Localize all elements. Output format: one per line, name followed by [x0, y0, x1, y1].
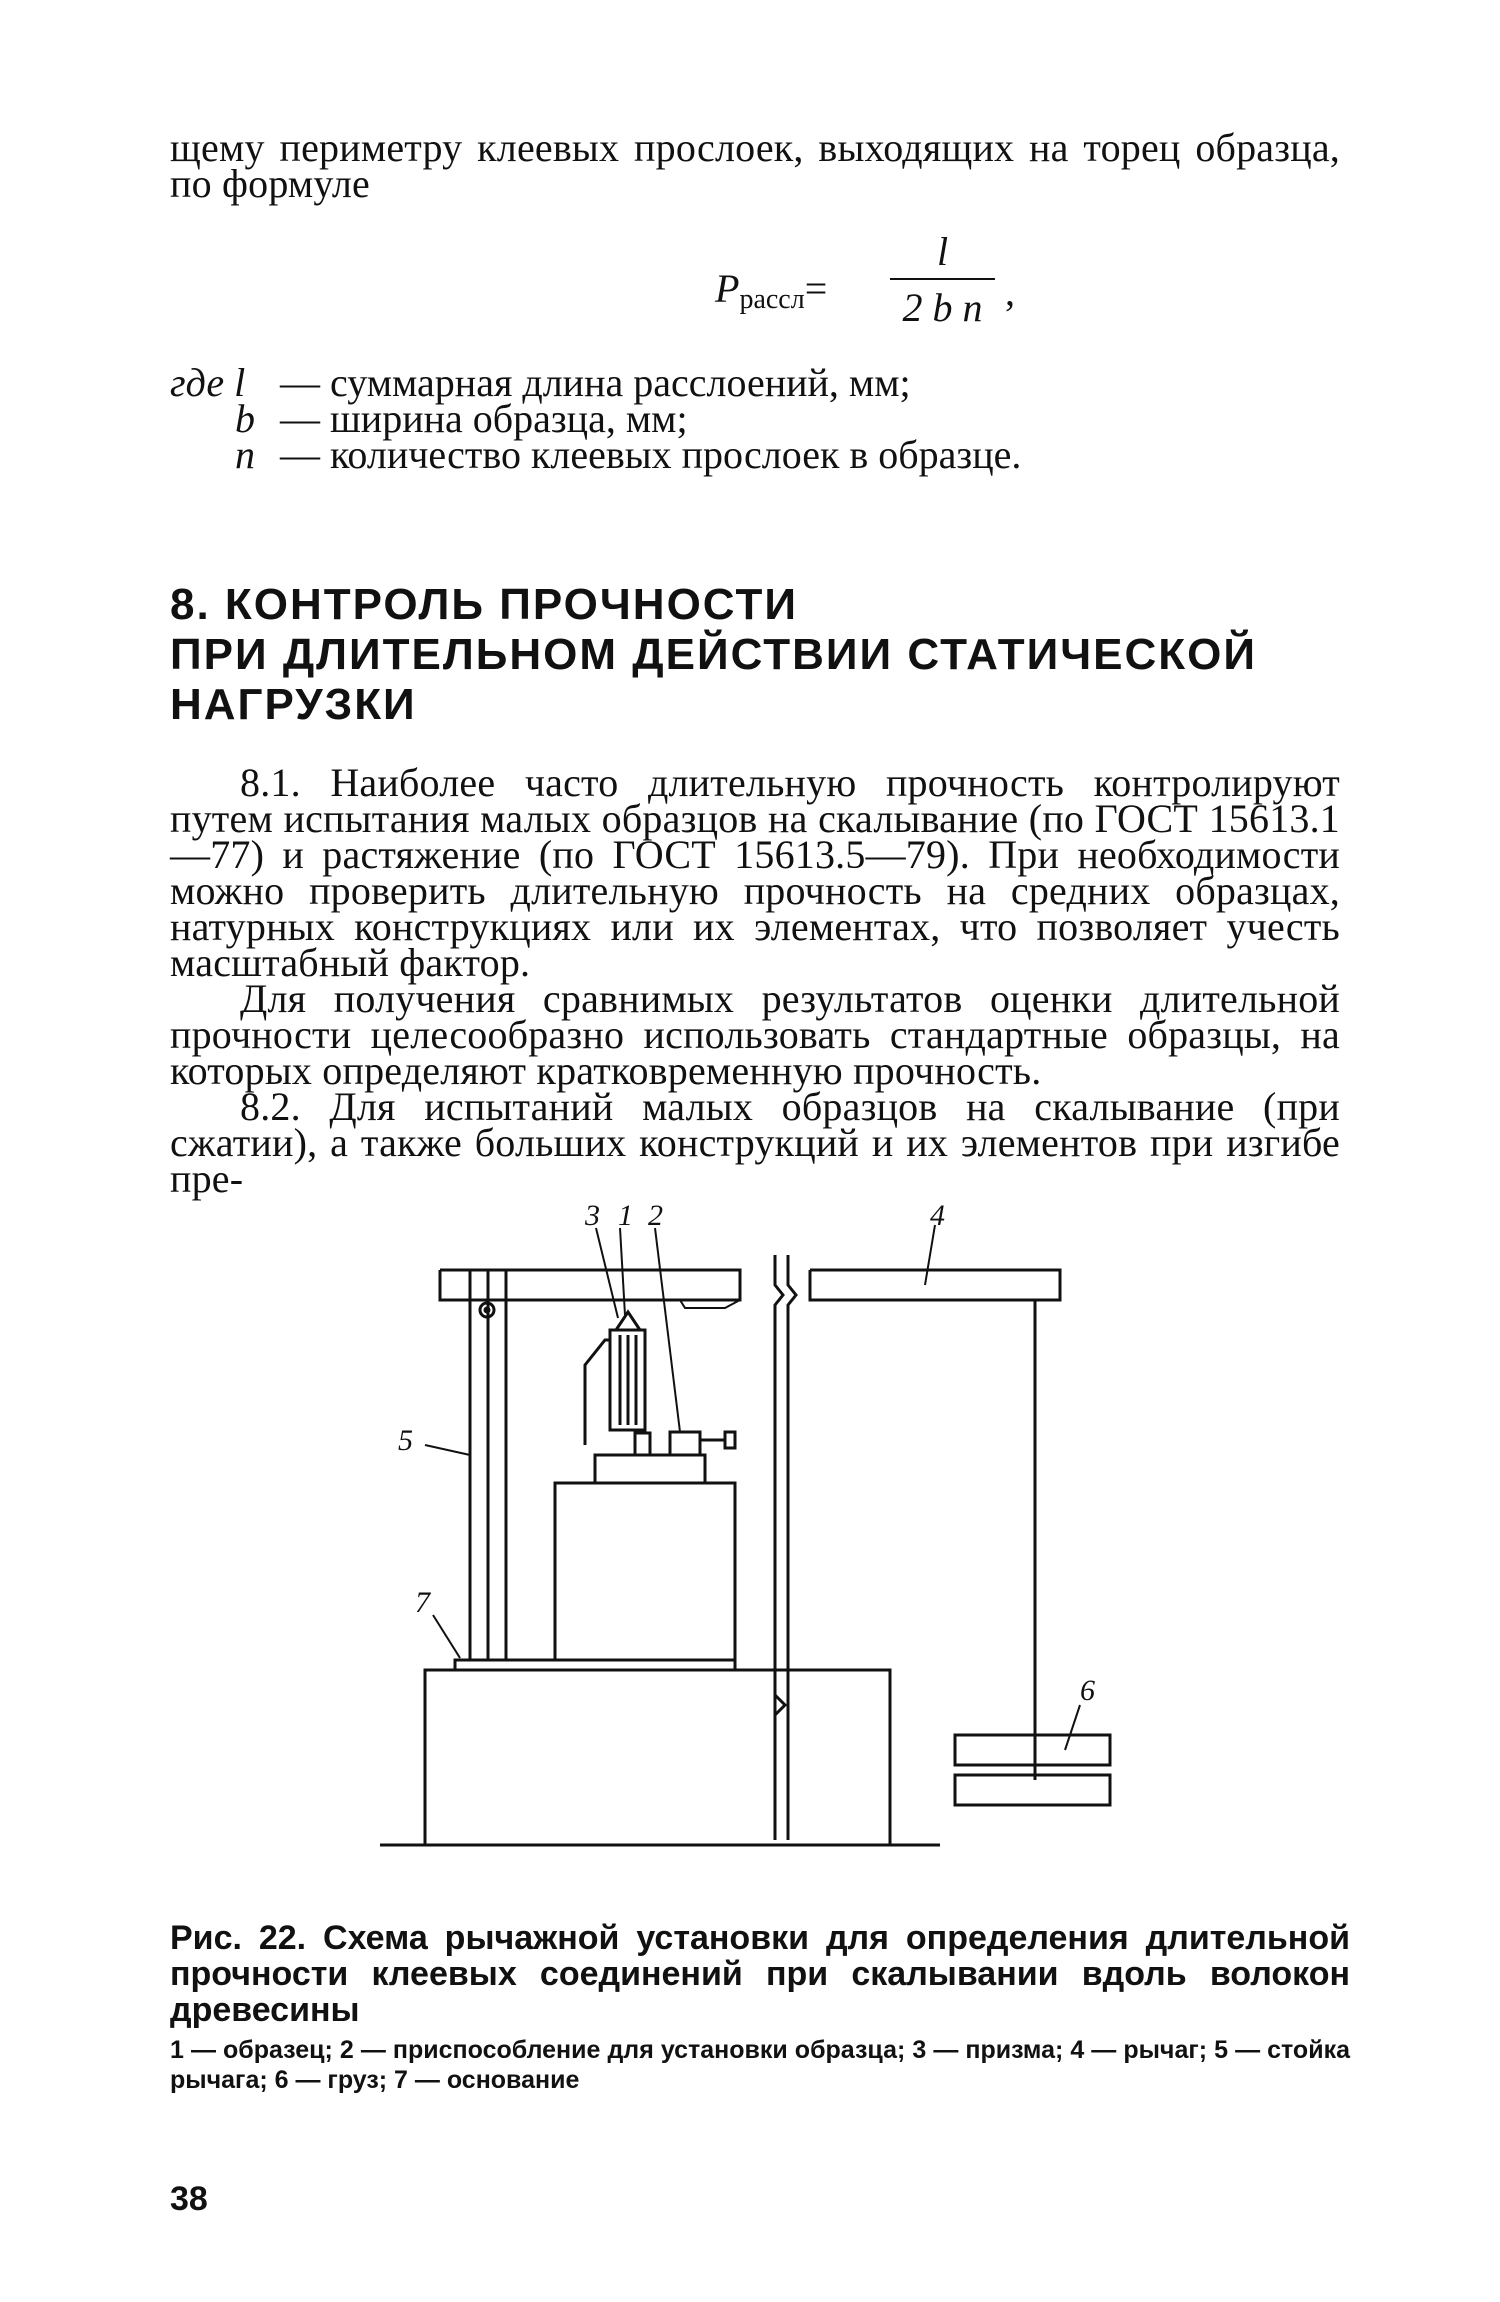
lever-setup-diagram [380, 1200, 1160, 1850]
formula-symbol: P [715, 266, 740, 311]
heading-line: 8. КОНТРОЛЬ ПРОЧНОСТИ [170, 580, 798, 629]
legend-symbol: n [235, 432, 255, 477]
lever-right [810, 1270, 1060, 1300]
base [425, 1670, 890, 1845]
figure-caption: Рис. 22. Схема рычажной установки для определения длительной прочности клеевых соединений при скалывании вдоль волокон древесины [170, 1919, 1350, 2029]
legend-text: — суммарная длина расслоений, мм; [280, 360, 911, 405]
leader-7 [433, 1615, 460, 1658]
figure-caption-legend: 1 — образец; 2 — приспособление для установки образца; 3 — призма; 4 — рычаг; 5 — стойка рычага; 6 — груз; 7 — основание [170, 2036, 1350, 2094]
leader-2 [655, 1228, 680, 1432]
fixture-clamp [670, 1432, 700, 1455]
lever-stand-back [488, 1270, 506, 1660]
fixture-screw-head [725, 1432, 735, 1448]
lever-left [440, 1270, 740, 1300]
formula-lhs [715, 265, 827, 316]
formula-legend [170, 360, 1022, 477]
formula-subscript: рассл [739, 284, 805, 315]
section-heading [170, 580, 1370, 730]
specimen-holder [595, 1455, 705, 1483]
formula-fraction [890, 230, 995, 330]
leader-3 [596, 1228, 618, 1318]
legend-symbol: где l [170, 360, 246, 405]
leader-6 [1065, 1705, 1080, 1750]
main-block [555, 1483, 735, 1660]
heading-line: НАГРУЗКИ [170, 680, 417, 729]
figure-lever-setup [380, 1200, 1160, 1850]
leader-5 [425, 1445, 470, 1455]
fixture-jaw [635, 1433, 650, 1455]
paragraph-comparable: Для получения сравнимых результатов оценки длительной прочности целесообразно использовать стандартные образцы, на которых определяют кратковременную прочность. [170, 976, 1340, 1093]
pivot-center [485, 1308, 489, 1312]
heading-line: ПРИ ДЛИТЕЛЬНОМ ДЕЙСТВИИ СТАТИЧЕСКОЙ [170, 630, 1258, 679]
paragraph-8-2: 8.2. Для испытаний малых образцов на скалывание (при сжатии), а также больших конструкций и их элементов при изгибе пре- [170, 1084, 1340, 1201]
weight-upper [955, 1735, 1110, 1765]
section-body [170, 760, 1340, 1201]
legend-row [170, 432, 1022, 477]
label-4: 4 [930, 1200, 945, 1232]
label-7: 7 [415, 1586, 430, 1619]
legend-text: — ширина образца, мм; [280, 396, 688, 441]
label-1: 1 [618, 1200, 633, 1232]
specimen-bracket [585, 1340, 610, 1445]
weight-lower [955, 1775, 1110, 1805]
label-6: 6 [1080, 1674, 1095, 1707]
page-number: 38 [170, 2180, 208, 2218]
lever-stand-front [470, 1270, 488, 1660]
legend-text: — количество клеевых прослоек в образце. [280, 432, 1022, 477]
intro-paragraph [170, 125, 1340, 206]
intro-text: щему периметру клеевых прослоек, выходящих на торец образца, по формуле [170, 125, 1340, 206]
label-2: 2 [648, 1200, 663, 1232]
formula-denominator: 2 b n [902, 285, 983, 330]
break-mark-1 [775, 1255, 783, 1840]
paragraph-8-1: 8.1. Наиболее часто длительную прочность контролируют путем испытания малых образцов на скалывание (по ГОСТ 15613.1—77) и растяжение (по ГОСТ 15613.5—79). При необходимости можно проверить длительную прочность на средних образцах, натурных конструкциях или их элементах, что позволяет учесть масштабный фактор. [170, 760, 1340, 985]
break-mark-2 [788, 1255, 796, 1840]
label-3: 3 [585, 1200, 600, 1232]
legend-symbol: b [235, 396, 255, 441]
label-5: 5 [398, 1424, 413, 1457]
formula-equals: = [804, 266, 828, 311]
formula-numerator: l [936, 229, 949, 274]
fraction-bar [890, 278, 995, 280]
leader-4 [925, 1225, 935, 1285]
delamination-formula [715, 230, 1115, 340]
formula-comma: , [1005, 269, 1015, 314]
prism [616, 1312, 640, 1330]
